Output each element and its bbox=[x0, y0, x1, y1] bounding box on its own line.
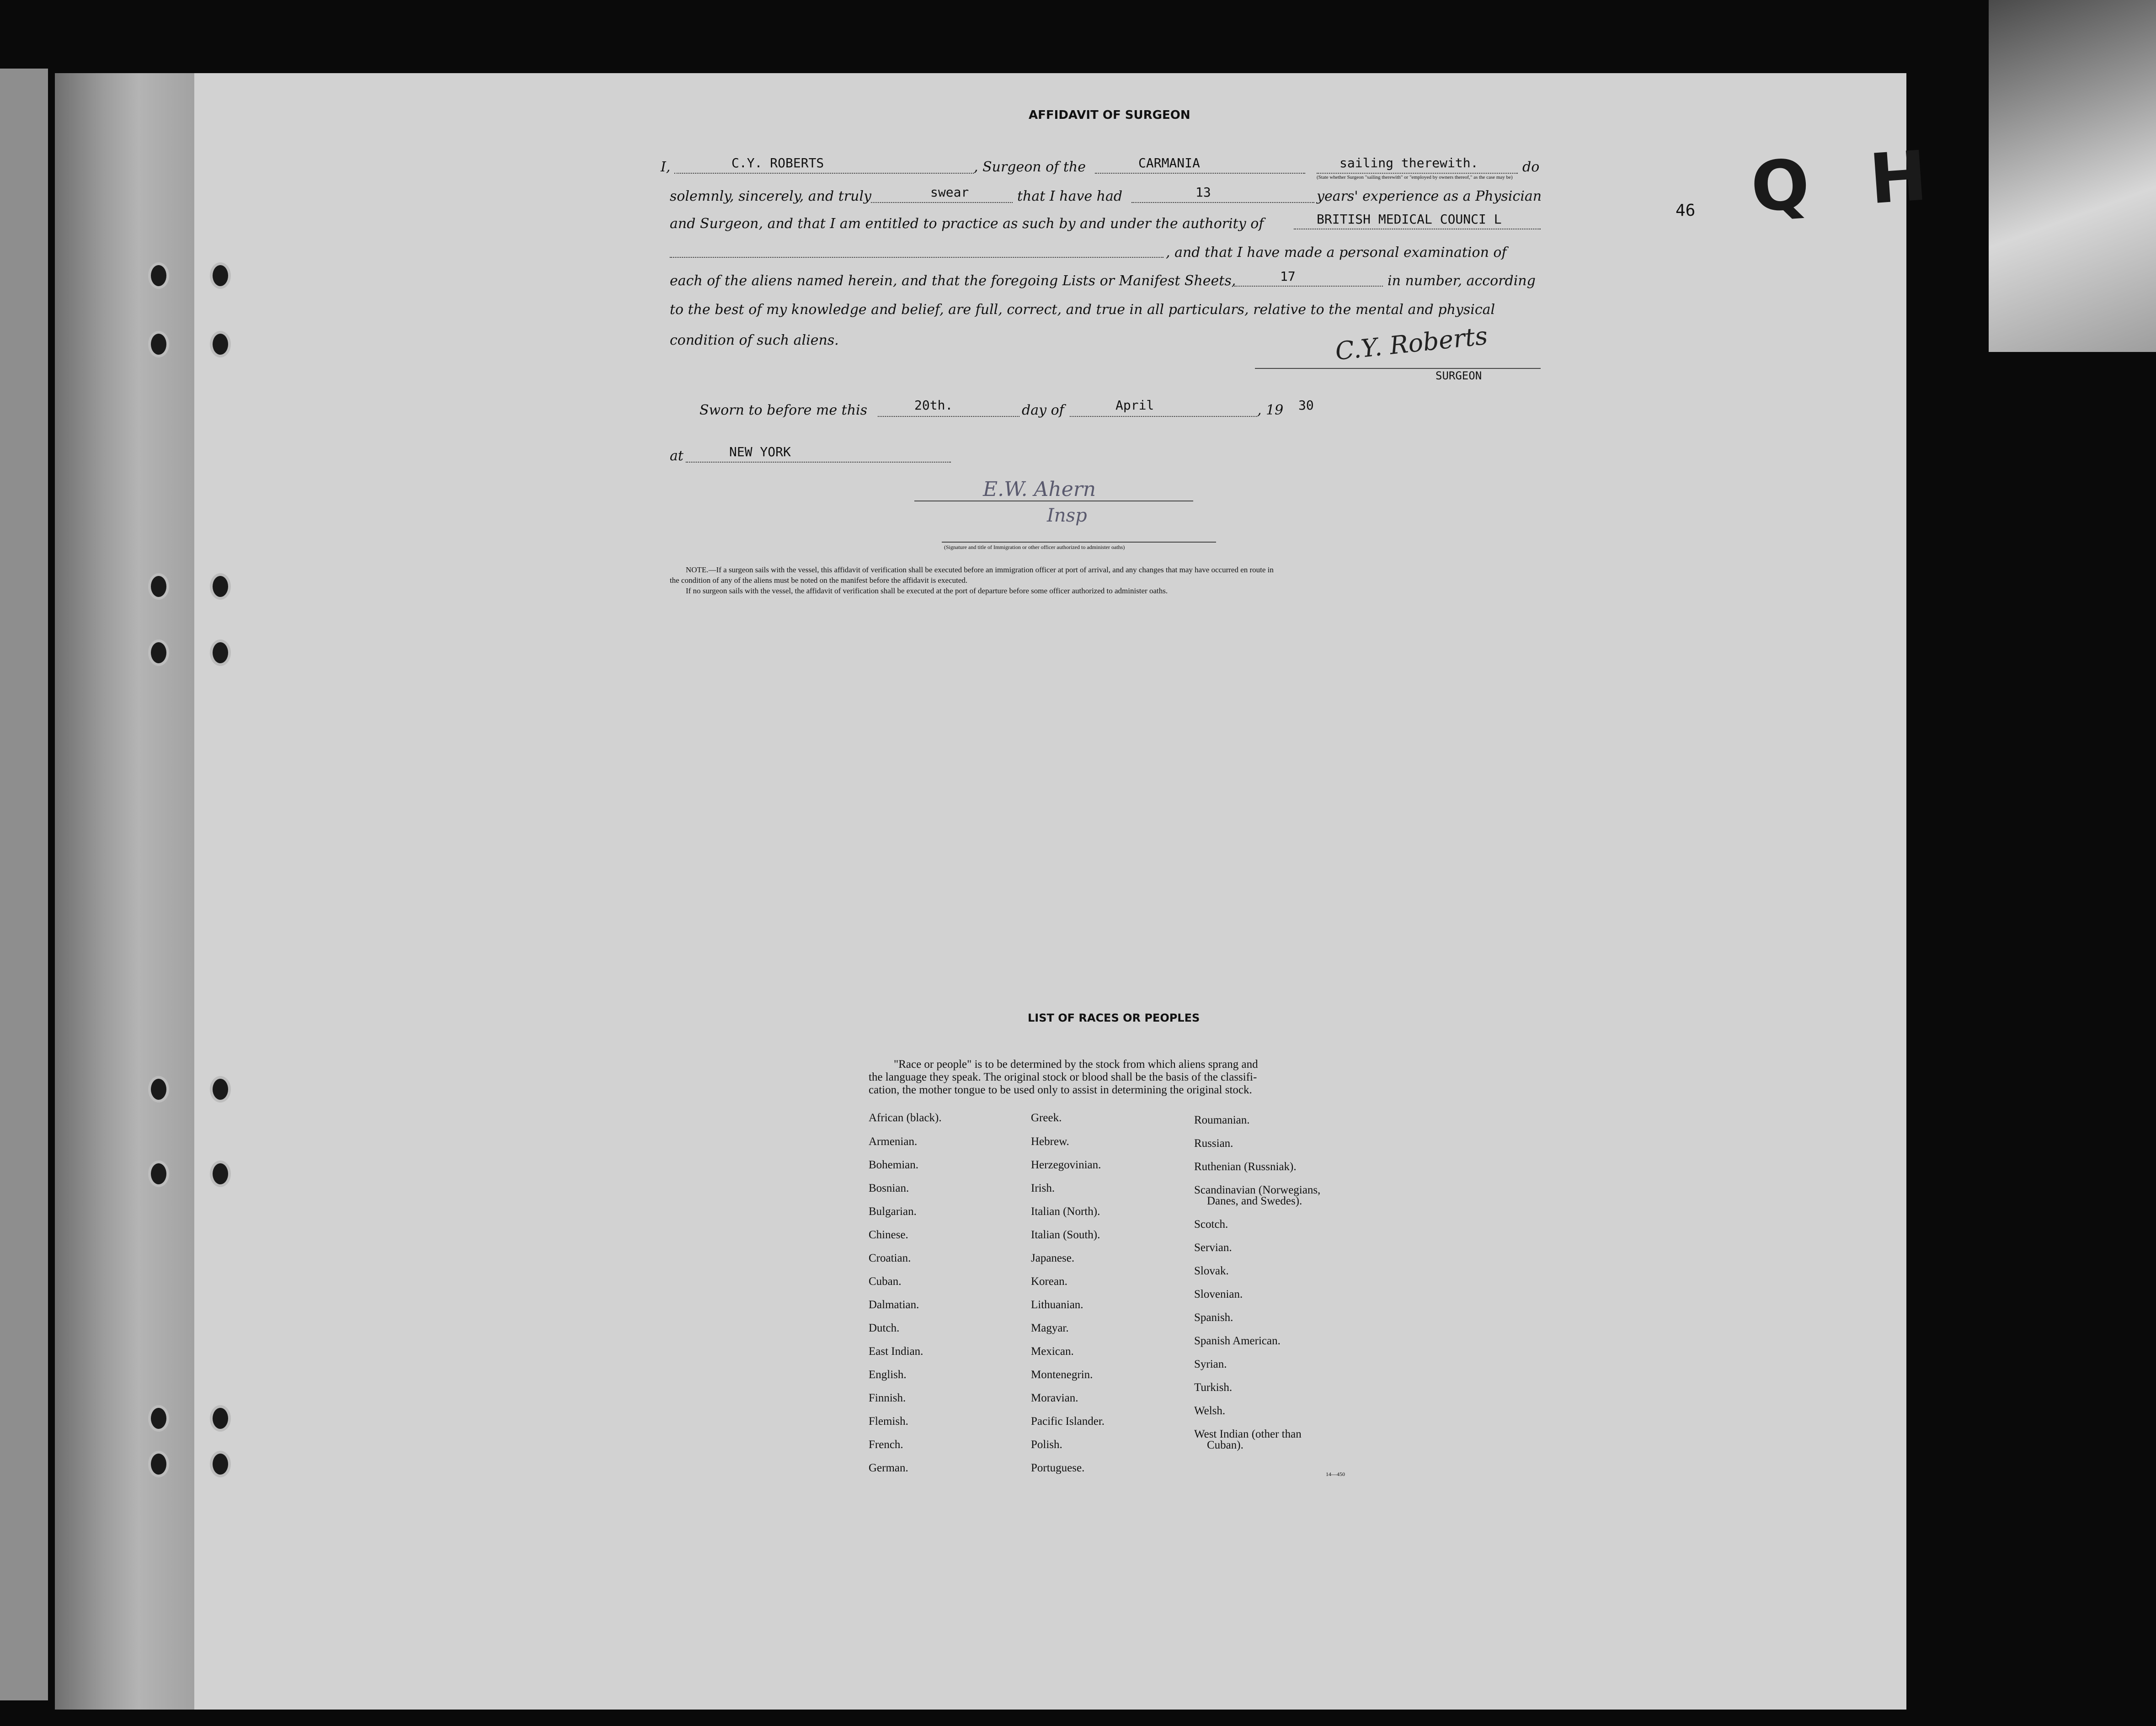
line5-prefix: each of the aliens named herein, and that the foregoing Lists or Manifest Sheets, bbox=[670, 273, 1236, 289]
races-title: LIST OF RACES OR PEOPLES bbox=[1028, 1012, 1200, 1024]
race-item: Montenegrin. bbox=[1031, 1369, 1093, 1381]
race-item: Chinese. bbox=[869, 1229, 908, 1241]
binder-hole bbox=[213, 576, 228, 597]
binder-hole bbox=[213, 1079, 228, 1100]
race-item: Bohemian. bbox=[869, 1159, 919, 1171]
binder-hole bbox=[213, 334, 228, 355]
race-item: Scandinavian (Norwegians, bbox=[1194, 1184, 1321, 1196]
race-item: Roumanian. bbox=[1194, 1114, 1250, 1126]
dotted-line bbox=[686, 462, 951, 463]
race-item: Mexican. bbox=[1031, 1345, 1074, 1358]
race-item: Slovenian. bbox=[1194, 1288, 1243, 1300]
dotted-line bbox=[1131, 202, 1314, 203]
officer-caption: (Signature and title of Immigration or other officer authorized to administer oaths) bbox=[944, 544, 1125, 550]
sworn-day-field: 20th. bbox=[914, 398, 953, 413]
race-item: Syrian. bbox=[1194, 1358, 1227, 1370]
race-item: Portuguese. bbox=[1031, 1462, 1085, 1474]
surgeon-signature: C.Y. Roberts bbox=[1334, 321, 1489, 366]
dotted-line bbox=[871, 202, 1013, 203]
binder-hole bbox=[213, 642, 228, 663]
line6: to the best of my knowledge and belief, are full, correct, and true in all particulars, relative to the mental and physical bbox=[670, 302, 1495, 318]
binder-hole bbox=[151, 1408, 166, 1429]
race-item: Italian (South). bbox=[1031, 1229, 1100, 1241]
race-item: West Indian (other than bbox=[1194, 1428, 1302, 1440]
line4-suffix: , and that I have made a personal examination of bbox=[1166, 245, 1507, 261]
officer-initials: Insp bbox=[1047, 505, 1087, 526]
race-item: French. bbox=[869, 1438, 903, 1451]
at-prefix: at bbox=[670, 448, 683, 464]
sailing-status-field: sailing therewith. bbox=[1339, 155, 1478, 170]
line3-prefix: and Surgeon, and that I am entitled to practice as such by and under the authority of bbox=[670, 216, 1264, 232]
note-line-3: If no surgeon sails with the vessel, the affidavit of verification shall be executed at the port of departure before some officer authorized to administer oaths. bbox=[686, 586, 1168, 595]
dotted-line bbox=[1095, 173, 1305, 174]
race-item: English. bbox=[869, 1369, 907, 1381]
line2-mid: that I have had bbox=[1017, 188, 1123, 204]
sworn-month-field: April bbox=[1115, 398, 1154, 413]
race-item: Scotch. bbox=[1194, 1218, 1228, 1231]
race-item: Flemish. bbox=[869, 1415, 908, 1428]
sworn-prefix: Sworn to before me this bbox=[699, 402, 868, 418]
race-item: Finnish. bbox=[869, 1392, 906, 1404]
place-field: NEW YORK bbox=[729, 444, 791, 459]
years-field: 13 bbox=[1195, 185, 1211, 200]
binder-hole bbox=[213, 1163, 228, 1184]
sworn-year-prefix: , 19 bbox=[1257, 402, 1284, 418]
dotted-line bbox=[1234, 286, 1383, 287]
race-item: Welsh. bbox=[1194, 1405, 1226, 1417]
races-intro-2: the language they speak. The original stock or blood shall be the basis of the classifi- bbox=[869, 1071, 1257, 1083]
race-item: Moravian. bbox=[1031, 1392, 1078, 1404]
officer-title-line bbox=[942, 542, 1216, 543]
race-item: Cuban. bbox=[869, 1275, 902, 1288]
sworn-year-field: 30 bbox=[1298, 398, 1314, 413]
race-item: Russian. bbox=[1194, 1137, 1233, 1150]
binder-hole bbox=[151, 576, 166, 597]
officer-signature: E.W. Ahern bbox=[983, 478, 1096, 501]
dotted-line bbox=[670, 257, 1163, 258]
binder-hole bbox=[151, 642, 166, 663]
surgeon-name-field: C.Y. ROBERTS bbox=[731, 155, 824, 170]
race-item: Dalmatian. bbox=[869, 1299, 919, 1311]
race-item: Magyar. bbox=[1031, 1322, 1069, 1334]
race-item: African (black). bbox=[869, 1112, 942, 1124]
binder-hole bbox=[151, 1079, 166, 1100]
binder-hole bbox=[213, 1408, 228, 1429]
left-page-edge bbox=[0, 69, 48, 1700]
line1-prefix: I, bbox=[661, 159, 671, 175]
race-item: Servian. bbox=[1194, 1241, 1232, 1254]
race-item: Korean. bbox=[1031, 1275, 1067, 1288]
surgeon-title: SURGEON bbox=[1436, 369, 1482, 382]
race-item: Croatian. bbox=[869, 1252, 911, 1264]
signature-line bbox=[1255, 368, 1541, 369]
dotted-line bbox=[1070, 416, 1257, 417]
sailing-note: (State whether Surgeon "sailing therewith" or "employed by owners thereof," as the case may be) bbox=[1317, 175, 1513, 180]
race-item: Greek. bbox=[1031, 1112, 1062, 1124]
line1-do: do bbox=[1522, 159, 1540, 175]
race-item: Armenian. bbox=[869, 1135, 918, 1148]
race-item: Herzegovinian. bbox=[1031, 1159, 1101, 1171]
race-item: East Indian. bbox=[869, 1345, 923, 1358]
line2-prefix: solemnly, sincerely, and truly bbox=[670, 188, 872, 204]
oath-field: swear bbox=[930, 185, 969, 200]
race-item: Bulgarian. bbox=[869, 1205, 917, 1218]
races-intro-3: cation, the mother tongue to be used only to assist in determining the original stock. bbox=[869, 1084, 1252, 1096]
binder-strip bbox=[55, 73, 194, 1710]
race-item: Slovak. bbox=[1194, 1265, 1229, 1277]
binder-hole bbox=[151, 1454, 166, 1475]
races-intro-1: "Race or people" is to be determined by the stock from which aliens sprang and bbox=[894, 1058, 1258, 1071]
note-line-2: the condition of any of the aliens must be noted on the manifest before the affidavit is executed. bbox=[670, 576, 968, 585]
authority-field: BRITISH MEDICAL COUNCI L bbox=[1317, 212, 1502, 227]
race-item: Irish. bbox=[1031, 1182, 1055, 1194]
sheets-field: 17 bbox=[1280, 269, 1296, 284]
race-item: Turkish. bbox=[1194, 1381, 1233, 1394]
binder-hole bbox=[151, 334, 166, 355]
line2-suffix: years' experience as a Physician bbox=[1317, 188, 1542, 204]
race-item: Italian (North). bbox=[1031, 1205, 1100, 1218]
race-item: Japanese. bbox=[1031, 1252, 1075, 1264]
page-corner-tab bbox=[1989, 0, 2156, 352]
binder-hole bbox=[213, 1454, 228, 1475]
sworn-mid: day of bbox=[1022, 402, 1064, 418]
race-item: Hebrew. bbox=[1031, 1135, 1069, 1148]
race-item: Spanish. bbox=[1194, 1311, 1233, 1324]
race-item: Polish. bbox=[1031, 1438, 1062, 1451]
line7: condition of such aliens. bbox=[670, 332, 839, 348]
line1-mid: , Surgeon of the bbox=[974, 159, 1086, 175]
ship-name-field: CARMANIA bbox=[1138, 155, 1200, 170]
race-item: Danes, and Swedes). bbox=[1207, 1195, 1302, 1207]
race-item: Cuban). bbox=[1207, 1439, 1243, 1451]
race-item: Spanish American. bbox=[1194, 1335, 1281, 1347]
form-number: 14—450 bbox=[1326, 1471, 1345, 1477]
race-item: Dutch. bbox=[869, 1322, 900, 1334]
dotted-line bbox=[878, 416, 1019, 417]
binder-hole bbox=[151, 1163, 166, 1184]
dotted-line bbox=[1317, 173, 1518, 174]
line5-suffix: in number, according bbox=[1388, 273, 1536, 289]
dotted-line bbox=[674, 173, 974, 174]
race-item: German. bbox=[869, 1462, 908, 1474]
race-item: Pacific Islander. bbox=[1031, 1415, 1105, 1428]
race-item: Lithuanian. bbox=[1031, 1299, 1083, 1311]
race-item: Bosnian. bbox=[869, 1182, 909, 1194]
page-number: 46 bbox=[1676, 201, 1696, 220]
binder-hole bbox=[213, 265, 228, 286]
binder-hole bbox=[151, 265, 166, 286]
race-item: Ruthenian (Russniak). bbox=[1194, 1161, 1297, 1173]
note-line-1: NOTE.—If a surgeon sails with the vessel, this affidavit of verification shall be executed before an immigration officer at port of arrival, and any changes that may have occurred en route in bbox=[686, 565, 1274, 574]
affidavit-title: AFFIDAVIT OF SURGEON bbox=[1029, 108, 1190, 122]
handwritten-mark: Q H bbox=[1748, 135, 1948, 228]
